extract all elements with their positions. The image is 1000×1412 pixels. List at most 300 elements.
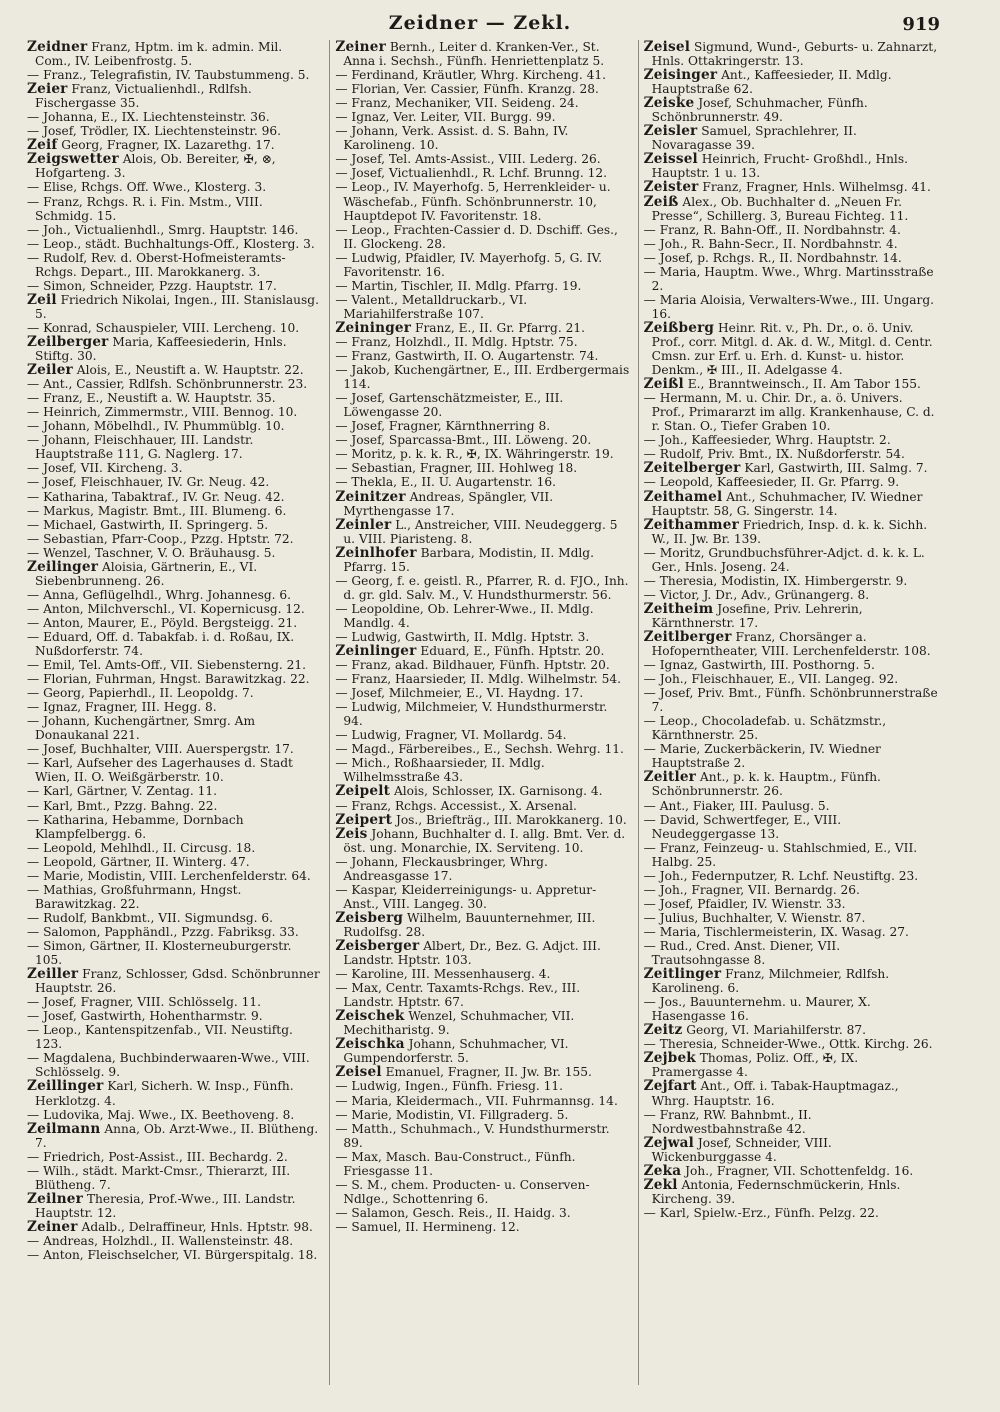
entry-details: Wilhelm, Bauunternehmer, III. Rudolfsg. 28. bbox=[343, 910, 596, 939]
continuation-dash: — bbox=[335, 391, 352, 406]
directory-entry bbox=[27, 658, 321, 672]
entry-surname: Zeilner bbox=[27, 1190, 83, 1207]
directory-entry bbox=[335, 124, 629, 152]
entry-details: Antonia, Federnschmückerin, Hnls. Kircheng. 39. bbox=[651, 1177, 901, 1206]
entry-surname: Zeisel bbox=[335, 1064, 382, 1081]
entry-details: Franz, E., Neustift a. W. Hauptstr. 35. bbox=[43, 391, 276, 406]
continuation-dash: — bbox=[643, 924, 660, 939]
entry-details: Martin, Tischler, II. Mdlg. Pfarrg. 19. bbox=[351, 278, 582, 293]
entry-surname: Zeiner bbox=[335, 40, 386, 55]
continuation-dash: — bbox=[335, 1079, 352, 1094]
continuation-dash: — bbox=[27, 68, 44, 83]
continuation-dash: — bbox=[27, 475, 44, 490]
continuation-dash: — bbox=[335, 166, 352, 181]
entry-details: Michael, Gastwirth, II. Springerg. 5. bbox=[43, 517, 269, 532]
directory-entry bbox=[335, 1108, 629, 1122]
directory-entry bbox=[335, 546, 629, 574]
directory-entry bbox=[27, 1248, 321, 1262]
directory-entry bbox=[335, 40, 629, 68]
directory-entry bbox=[27, 995, 321, 1009]
entry-details: Emanuel, Fragner, II. Jw. Br. 155. bbox=[385, 1065, 592, 1080]
continuation-dash: — bbox=[643, 475, 660, 490]
entry-details: Franz, Milchmeier, Rdlfsh. Karolineng. 6. bbox=[651, 967, 890, 996]
entry-details: Leop., IV. Mayerhofg. 5, Herrenkleider- u. Wäschefab., Fünfh. Schönbrunnerstr. 10, Hauptdepot IV. Favoritenstr. 18. bbox=[343, 180, 611, 223]
entry-details: Rudolf, Bankbmt., VII. Sigmundsg. 6. bbox=[43, 910, 273, 925]
continuation-dash: — bbox=[27, 995, 44, 1010]
directory-entry bbox=[27, 686, 321, 700]
directory-entry bbox=[644, 742, 938, 770]
entry-details: Ludwig, Milchmeier, V. Hundsthurmerstr. 94. bbox=[343, 700, 608, 729]
directory-entry bbox=[27, 967, 321, 995]
continuation-dash: — bbox=[27, 377, 44, 392]
directory-entry bbox=[644, 1164, 938, 1178]
entry-surname: Zeinlinger bbox=[335, 643, 417, 660]
entry-surname: Zeiske bbox=[643, 95, 695, 112]
directory-entry bbox=[644, 152, 938, 180]
entry-details: Johanna, E., IX. Liechtensteinstr. 36. bbox=[43, 110, 270, 125]
continuation-dash: — bbox=[643, 910, 660, 925]
continuation-dash: — bbox=[643, 840, 660, 855]
continuation-dash: — bbox=[27, 222, 44, 237]
entry-details: Alois, E., Neustift a. W. Hauptstr. 22. bbox=[76, 363, 304, 378]
entry-details: Franz, Gastwirth, II. O. Augartenstr. 74. bbox=[351, 349, 599, 364]
entry-surname: Zeiler bbox=[27, 362, 73, 379]
entry-details: Theresia, Prof.-Wwe., III. Landstr. Hauptstr. 12. bbox=[35, 1191, 296, 1220]
entry-details: Albert, Dr., Bez. G. Adjct. III. Landstr. Hptstr. 103. bbox=[343, 939, 601, 968]
entry-details: Heinrich, Frucht- Großhdl., Hnls. Hauptstr. 1 u. 13. bbox=[651, 152, 908, 181]
continuation-dash: — bbox=[335, 854, 352, 869]
directory-entry bbox=[27, 588, 321, 602]
entry-details: Josef, Gartenschätzmeister, E., III. Löwengasse 20. bbox=[343, 391, 564, 420]
directory-entry bbox=[27, 363, 321, 377]
directory-entry bbox=[335, 419, 629, 433]
directory-entry bbox=[335, 658, 629, 672]
entry-details: Matth., Schuhmach., V. Hundsthurmerstr. 89. bbox=[343, 1121, 610, 1150]
directory-entry bbox=[644, 96, 938, 124]
entry-details: Emil, Tel. Amts-Off., VII. Siebensterng. 21. bbox=[43, 658, 307, 673]
continuation-dash: — bbox=[335, 1107, 352, 1122]
entry-details: Andreas, Spängler, VII. Myrthengasse 17. bbox=[343, 489, 554, 518]
entry-details: Karl, Aufseher des Lagerhauses d. Stadt Wien, II. O. Weißgärberstr. 10. bbox=[35, 756, 293, 785]
continuation-dash: — bbox=[27, 840, 44, 855]
directory-entry bbox=[27, 1192, 321, 1220]
directory-entry bbox=[27, 1234, 321, 1248]
entry-surname: Zejfart bbox=[643, 1078, 697, 1095]
directory-entry bbox=[335, 700, 629, 728]
continuation-dash: — bbox=[335, 292, 352, 307]
directory-entry bbox=[644, 799, 938, 813]
continuation-dash: — bbox=[335, 967, 352, 982]
directory-entry bbox=[27, 68, 321, 82]
entry-surname: Zeitler bbox=[643, 769, 697, 786]
continuation-dash: — bbox=[27, 629, 44, 644]
entry-surname: Zeisler bbox=[643, 123, 698, 140]
entry-surname: Zeillinger bbox=[27, 1078, 104, 1095]
directory-entry bbox=[644, 251, 938, 265]
entry-details: Johann, Buchhalter d. I. allg. Bmt. Ver. d. öst. ung. Monarchie, IX. Serviteng. 10. bbox=[343, 826, 626, 855]
entry-details: Magd., Färbereibes., E., Sechsh. Wehrg. 11. bbox=[351, 742, 624, 757]
continuation-dash: — bbox=[335, 756, 352, 771]
entry-details: Johann, Möbelhdl., IV. Phummüblg. 10. bbox=[43, 419, 285, 434]
directory-entry bbox=[27, 138, 321, 152]
entry-details: Franz, Haarsieder, II. Mdlg. Wilhelmstr. 54. bbox=[351, 672, 622, 687]
entry-surname: Zejbek bbox=[643, 1050, 696, 1067]
directory-entry bbox=[27, 911, 321, 925]
entry-details: Johann, Kuchengärtner, Smrg. Am Donaukanal 221. bbox=[35, 714, 255, 743]
entry-details: Mich., Roßhaarsieder, II. Mdlg. Wilhelmsstraße 43. bbox=[343, 756, 545, 785]
entry-details: Wenzel, Taschner, V. O. Bräuhausg. 5. bbox=[43, 545, 276, 560]
directory-entry bbox=[27, 237, 321, 251]
entry-details: Josef, Buchhalter, VIII. Auerspergstr. 17. bbox=[43, 742, 294, 757]
entry-details: Georg, f. e. geistl. R., Pfarrer, R. d. FJO., Inh. d. gr. gld. Salv. M., V. Hundsthurmerstr. 56. bbox=[343, 573, 629, 602]
entry-details: Georg, Papierhdl., II. Leopoldg. 7. bbox=[43, 686, 254, 701]
entry-surname: Zeiner bbox=[27, 1218, 78, 1235]
entry-details: Ant., Kaffeesieder, II. Mdlg. Hauptstraße 62. bbox=[651, 68, 892, 97]
entry-details: Josef, Fragner, Kärnthnerring 8. bbox=[351, 419, 551, 434]
continuation-dash: — bbox=[27, 784, 44, 799]
directory-entry bbox=[27, 546, 321, 560]
directory-entry bbox=[335, 827, 629, 855]
entry-details: Joh., Victualienhdl., Smrg. Hauptstr. 146. bbox=[43, 222, 299, 237]
continuation-dash: — bbox=[335, 419, 352, 434]
entry-details: Josef, Pfaidler, IV. Wienstr. 33. bbox=[659, 896, 846, 911]
continuation-dash: — bbox=[335, 882, 352, 897]
entry-details: Joh., Fragner, VII. Bernardg. 26. bbox=[659, 882, 860, 897]
continuation-dash: — bbox=[643, 812, 660, 827]
directory-entry bbox=[644, 546, 938, 574]
directory-entry bbox=[644, 813, 938, 841]
entry-details: Anna, Geflügelhdl., Whrg. Johannesg. 6. bbox=[43, 587, 292, 602]
directory-entry bbox=[27, 504, 321, 518]
entry-details: S. M., chem. Producten- u. Conserven-Ndlge., Schottenring 6. bbox=[343, 1177, 590, 1206]
directory-entry bbox=[644, 293, 938, 321]
entry-details: Franz, Mechaniker, VII. Seideng. 24. bbox=[351, 96, 579, 111]
entry-details: Josef, p. Rchgs. R., II. Nordbahnstr. 14. bbox=[659, 250, 902, 265]
directory-entry bbox=[335, 223, 629, 251]
directory-entry bbox=[335, 82, 629, 96]
entry-surname: Zeitheim bbox=[643, 600, 714, 617]
directory-entry bbox=[335, 1178, 629, 1206]
entry-details: Leopold, Kaffeesieder, II. Gr. Pfarrg. 9. bbox=[659, 475, 900, 490]
entry-details: Franz, R. Bahn-Off., II. Nordbahnstr. 4. bbox=[659, 222, 901, 237]
directory-entry bbox=[644, 1108, 938, 1136]
directory-entry bbox=[27, 799, 321, 813]
directory-entry bbox=[27, 813, 321, 841]
continuation-dash: — bbox=[27, 798, 44, 813]
entry-details: Leop., Kantenspitzenfab., VII. Neustiftg. 123. bbox=[35, 1023, 293, 1052]
entry-details: Josef, Schneider, VIII. Wickenburggasse 4. bbox=[651, 1135, 832, 1164]
directory-entry bbox=[27, 784, 321, 798]
entry-details: Josef, VII. Kircheng. 3. bbox=[43, 461, 183, 476]
entry-details: Joh., Kaffeesieder, Whrg. Hauptstr. 2. bbox=[659, 433, 891, 448]
continuation-dash: — bbox=[27, 405, 44, 420]
entry-surname: Zeiß bbox=[643, 193, 679, 210]
continuation-dash: — bbox=[27, 1107, 44, 1122]
entry-details: Alois, Ob. Bereiter, ✠, ⊗, Hofgarteng. 3. bbox=[35, 152, 276, 181]
entry-surname: Zeier bbox=[27, 81, 68, 98]
entry-details: Jakob, Kuchengärtner, E., III. Erdbergermais 114. bbox=[343, 363, 630, 392]
continuation-dash: — bbox=[335, 601, 352, 616]
entry-surname: Zeisberg bbox=[335, 909, 404, 926]
directory-entry bbox=[335, 1009, 629, 1037]
directory-entry bbox=[27, 1023, 321, 1051]
directory-entry bbox=[27, 461, 321, 475]
entry-surname: Zeischka bbox=[335, 1036, 405, 1053]
directory-entry bbox=[27, 152, 321, 180]
entry-details: Ludwig, Gastwirth, II. Mdlg. Hptstr. 3. bbox=[351, 629, 590, 644]
entry-details: Karl, Sicherh. W. Insp., Fünfh. Herklotzg. 4. bbox=[35, 1079, 294, 1108]
continuation-dash: — bbox=[27, 672, 44, 687]
directory-entry bbox=[27, 869, 321, 883]
entry-details: Leop., Frachten-Cassier d. D. Dschiff. Ges., II. Glockeng. 28. bbox=[343, 222, 618, 251]
directory-entry bbox=[27, 1108, 321, 1122]
directory-entry bbox=[335, 1079, 629, 1093]
entry-details: Alois, Schlosser, IX. Garnisong. 4. bbox=[393, 784, 603, 799]
continuation-dash: — bbox=[27, 868, 44, 883]
directory-entry bbox=[335, 742, 629, 756]
directory-entry bbox=[335, 180, 629, 222]
directory-entry bbox=[335, 433, 629, 447]
directory-entry bbox=[644, 68, 938, 96]
continuation-dash: — bbox=[27, 686, 44, 701]
entry-surname: Zeininger bbox=[335, 319, 412, 336]
continuation-dash: — bbox=[335, 1177, 352, 1192]
entry-details: Maria, Hauptm. Wwe., Whrg. Martinsstraße 2. bbox=[651, 264, 934, 293]
entry-details: Leopold, Mehlhdl., II. Circusg. 18. bbox=[43, 840, 256, 855]
entry-details: Franz, Victualienhdl., Rdlfsh. Fischergasse 35. bbox=[35, 82, 252, 111]
directory-entry bbox=[27, 518, 321, 532]
continuation-dash: — bbox=[335, 700, 352, 715]
directory-entry bbox=[335, 644, 629, 658]
continuation-dash: — bbox=[643, 995, 660, 1010]
entry-details: Karl, Gärtner, V. Zentag. 11. bbox=[43, 784, 217, 799]
entry-surname: Zeisinger bbox=[643, 67, 718, 84]
entry-details: Salomon, Papphändl., Pzzg. Fabriksg. 33. bbox=[43, 924, 299, 939]
continuation-dash: — bbox=[27, 278, 44, 293]
entry-details: Anton, Fleischselcher, VI. Bürgerspitalg. 18. bbox=[43, 1248, 318, 1263]
continuation-dash: — bbox=[335, 278, 352, 293]
continuation-dash: — bbox=[335, 1219, 352, 1234]
entry-details: Marie, Modistin, VI. Fillgraderg. 5. bbox=[351, 1107, 569, 1122]
directory-entry bbox=[335, 939, 629, 967]
continuation-dash: — bbox=[27, 180, 44, 195]
directory-entry bbox=[27, 377, 321, 391]
directory-entry bbox=[27, 1051, 321, 1079]
entry-details: Sigmund, Wund-, Geburts- u. Zahnarzt, Hnls. Ottakringerstr. 13. bbox=[651, 40, 938, 69]
entry-details: Mathias, Großfuhrmann, Hngst. Barawitzkag. 22. bbox=[35, 882, 242, 911]
continuation-dash: — bbox=[643, 1107, 660, 1122]
entry-details: Franz., Telegrafistin, IV. Taubstummeng. 5. bbox=[43, 68, 310, 83]
entry-details: Katharina, Tabaktraf., IV. Gr. Neug. 42. bbox=[43, 489, 285, 504]
directory-entry bbox=[27, 419, 321, 433]
continuation-dash: — bbox=[335, 981, 352, 996]
entry-details: Franz, akad. Bildhauer, Fünfh. Hptstr. 20. bbox=[351, 658, 610, 673]
directory-entry bbox=[335, 630, 629, 644]
entry-details: Anton, Maurer, E., Pöyld. Bergsteigg. 21. bbox=[43, 615, 298, 630]
entry-details: Florian, Ver. Cassier, Fünfh. Kranzg. 28. bbox=[351, 82, 599, 97]
entry-details: Josef, Trödler, IX. Liechtensteinstr. 96. bbox=[43, 124, 281, 139]
entry-surname: Zeis bbox=[335, 825, 368, 842]
continuation-dash: — bbox=[335, 250, 352, 265]
entry-details: Josef, Victualienhdl., R. Lchf. Brunng. 12. bbox=[351, 166, 608, 181]
entry-details: Franz, Schlosser, Gdsd. Schönbrunner Hauptstr. 26. bbox=[35, 967, 320, 996]
entry-details: Joh., Fragner, VII. Schottenfeldg. 16. bbox=[685, 1163, 914, 1178]
directory-entry bbox=[644, 911, 938, 925]
directory-entry bbox=[644, 1079, 938, 1107]
continuation-dash: — bbox=[27, 489, 44, 504]
directory-entry bbox=[644, 447, 938, 461]
entry-details: Ferdinand, Kräutler, Whrg. Kircheng. 41. bbox=[351, 68, 606, 83]
entry-details: Ludwig, Fragner, VI. Mollardg. 54. bbox=[351, 728, 567, 743]
entry-surname: Zeitlinger bbox=[643, 966, 722, 983]
entry-surname: Zejwal bbox=[643, 1134, 695, 1151]
continuation-dash: — bbox=[643, 573, 660, 588]
entry-surname: Zeka bbox=[643, 1162, 682, 1179]
continuation-dash: — bbox=[335, 349, 352, 364]
entry-details: Samuel, II. Hermineng. 12. bbox=[351, 1219, 520, 1234]
entry-details: Rudolf, Rev. d. Oberst-Hofmeisteramts-Rchgs. Depart., III. Marokkanerg. 3. bbox=[35, 250, 286, 279]
entry-details: Aloisia, Gärtnerin, E., VI. Siebenbrunneng. 26. bbox=[35, 559, 258, 588]
continuation-dash: — bbox=[27, 419, 44, 434]
directory-entry bbox=[335, 1122, 629, 1150]
entry-details: Leop., städt. Buchhaltungs-Off., Klosterg. 3. bbox=[43, 236, 315, 251]
entry-details: Friedrich Nikolai, Ingen., III. Stanislausg. 5. bbox=[35, 292, 319, 321]
entry-details: Ant., Off. i. Tabak-Hauptmagaz., Whrg. Hauptstr. 16. bbox=[651, 1079, 899, 1108]
directory-entry bbox=[335, 813, 629, 827]
entry-surname: Zeilberger bbox=[27, 333, 109, 350]
directory-entry bbox=[335, 391, 629, 419]
entry-details: Wilh., städt. Markt-Cmsr., Thierarzt, III. Blütheng. 7. bbox=[35, 1163, 291, 1192]
entry-details: Thomas, Poliz. Off., ✠, IX. Pramergasse 4. bbox=[651, 1051, 859, 1080]
entry-details: Leopold, Gärtner, II. Winterg. 47. bbox=[43, 854, 250, 869]
entry-details: Franz, Hptm. im k. admin. Mil. Com., IV. Leibenfrostg. 5. bbox=[35, 40, 283, 69]
entry-surname: Zeißberg bbox=[643, 319, 715, 336]
entry-surname: Zeinlhofer bbox=[335, 544, 417, 561]
directory-entry bbox=[644, 939, 938, 967]
entry-details: Samuel, Sprachlehrer, II. Novaragasse 39. bbox=[651, 124, 857, 153]
directory-entry bbox=[335, 686, 629, 700]
entry-surname: Zeitlberger bbox=[643, 628, 732, 645]
continuation-dash: — bbox=[27, 587, 44, 602]
entry-details: Johann, Fleischhauer, III. Landstr. Hauptstraße 111, G. Naglerg. 17. bbox=[35, 433, 254, 462]
directory-entry bbox=[335, 728, 629, 742]
entry-details: Ant., Schuhmacher, IV. Wiedner Hauptstr. 58, G. Singerstr. 14. bbox=[651, 489, 923, 518]
directory-entry bbox=[27, 616, 321, 630]
continuation-dash: — bbox=[643, 686, 660, 701]
continuation-dash: — bbox=[27, 461, 44, 476]
directory-entry bbox=[335, 166, 629, 180]
entry-details: Theresia, Modistin, IX. Himbergerstr. 9. bbox=[659, 573, 908, 588]
continuation-dash: — bbox=[335, 686, 352, 701]
entry-details: Anna, Ob. Arzt-Wwe., II. Blütheng. 7. bbox=[35, 1121, 319, 1150]
column-3 bbox=[638, 40, 938, 1385]
directory-entry bbox=[335, 1037, 629, 1065]
entry-surname: Zeischek bbox=[335, 1008, 405, 1025]
entry-surname: Zekl bbox=[643, 1176, 678, 1193]
entry-details: Hermann, M. u. Chir. Dr., a. ö. Univers. Prof., Primararzt im allg. Krankenhause, C. d. r. Stan. O., Tiefer Graben 10. bbox=[651, 391, 935, 434]
entry-details: Eduard, Off. d. Tabakfab. i. d. Roßau, IX. Nußdorferstr. 74. bbox=[35, 629, 295, 659]
directory-entry bbox=[644, 265, 938, 293]
directory-entry bbox=[27, 1009, 321, 1023]
entry-details: Ignaz, Gastwirth, III. Posthorng. 5. bbox=[659, 658, 875, 673]
directory-entry bbox=[644, 1136, 938, 1164]
entry-details: L., Anstreicher, VIII. Neudeggerg. 5 u. VIII. Piaristeng. 8. bbox=[343, 517, 618, 546]
directory-entry bbox=[335, 602, 629, 630]
entry-details: Ludwig, Ingen., Fünfh. Friesg. 11. bbox=[351, 1079, 564, 1094]
directory-entry bbox=[644, 475, 938, 489]
directory-entry bbox=[335, 1150, 629, 1178]
entry-details: Simon, Gärtner, II. Klosterneuburgerstr. 105. bbox=[35, 939, 292, 968]
directory-entry bbox=[27, 630, 321, 658]
directory-entry bbox=[644, 925, 938, 939]
directory-entry bbox=[27, 293, 321, 321]
directory-entry bbox=[644, 588, 938, 602]
entry-details: Josef, Fleischhauer, IV. Gr. Neug. 42. bbox=[43, 475, 270, 490]
entry-details: Elise, Rchgs. Off. Wwe., Klosterg. 3. bbox=[43, 180, 267, 195]
continuation-dash: — bbox=[335, 1093, 352, 1108]
continuation-dash: — bbox=[27, 742, 44, 757]
directory-entry bbox=[644, 995, 938, 1023]
directory-entry bbox=[644, 658, 938, 672]
continuation-dash: — bbox=[643, 672, 660, 687]
entry-details: Georg, Fragner, IX. Lazarethg. 17. bbox=[61, 138, 275, 153]
entry-details: Ant., Fiaker, III. Paulusg. 5. bbox=[659, 798, 830, 813]
directory-entry bbox=[644, 321, 938, 377]
entry-details: Maria Aloisia, Verwalters-Wwe., III. Ungarg. 16. bbox=[651, 292, 935, 321]
entry-details: David, Schwertfeger, E., VIII. Neudeggergasse 13. bbox=[651, 812, 842, 841]
directory-entry bbox=[27, 279, 321, 293]
continuation-dash: — bbox=[27, 1163, 44, 1178]
entry-details: Anton, Milchverschl., VI. Kopernicusg. 12. bbox=[43, 601, 305, 616]
entry-details: Simon, Schneider, Pzzg. Hauptstr. 17. bbox=[43, 278, 277, 293]
continuation-dash: — bbox=[27, 601, 44, 616]
entry-details: Ant., p. k. k. Hauptm., Fünfh. Schönbrunnerstr. 26. bbox=[651, 770, 881, 799]
directory-entry bbox=[644, 686, 938, 714]
continuation-dash: — bbox=[27, 882, 44, 897]
continuation-dash: — bbox=[27, 110, 44, 125]
continuation-dash: — bbox=[643, 545, 660, 560]
continuation-dash: — bbox=[27, 320, 44, 335]
directory-entry bbox=[27, 841, 321, 855]
directory-entry bbox=[27, 1122, 321, 1150]
directory-entry bbox=[27, 82, 321, 110]
continuation-dash: — bbox=[643, 222, 660, 237]
continuation-dash: — bbox=[27, 1248, 44, 1263]
directory-entry bbox=[335, 574, 629, 602]
column-1 bbox=[26, 40, 321, 1385]
directory-entry bbox=[644, 897, 938, 911]
directory-entry bbox=[644, 1178, 938, 1206]
directory-entry bbox=[335, 447, 629, 461]
continuation-dash: — bbox=[27, 700, 44, 715]
directory-entry bbox=[27, 321, 321, 335]
directory-entry bbox=[27, 700, 321, 714]
directory-entry bbox=[644, 377, 938, 391]
directory-entry bbox=[644, 223, 938, 237]
entry-details: Bernh., Leiter d. Kranken-Ver., St. Anna i. Sechsh., Fünfh. Henriettenplatz 5. bbox=[343, 40, 605, 69]
directory-entry bbox=[644, 195, 938, 223]
continuation-dash: — bbox=[335, 1205, 352, 1220]
entry-details: Josef, Sparcassa-Bmt., III. Löweng. 20. bbox=[351, 433, 592, 448]
directory-entry bbox=[27, 532, 321, 546]
continuation-dash: — bbox=[335, 433, 352, 448]
directory-entry bbox=[335, 349, 629, 363]
directory-entry bbox=[27, 1079, 321, 1107]
entry-surname: Zeiller bbox=[27, 966, 79, 983]
column-2 bbox=[329, 40, 629, 1385]
entry-details: Jos., Bauunternehm. u. Maurer, X. Hasengasse 16. bbox=[651, 995, 871, 1024]
entry-details: Marie, Zuckerbäckerin, IV. Wiedner Hauptstraße 2. bbox=[651, 742, 881, 771]
